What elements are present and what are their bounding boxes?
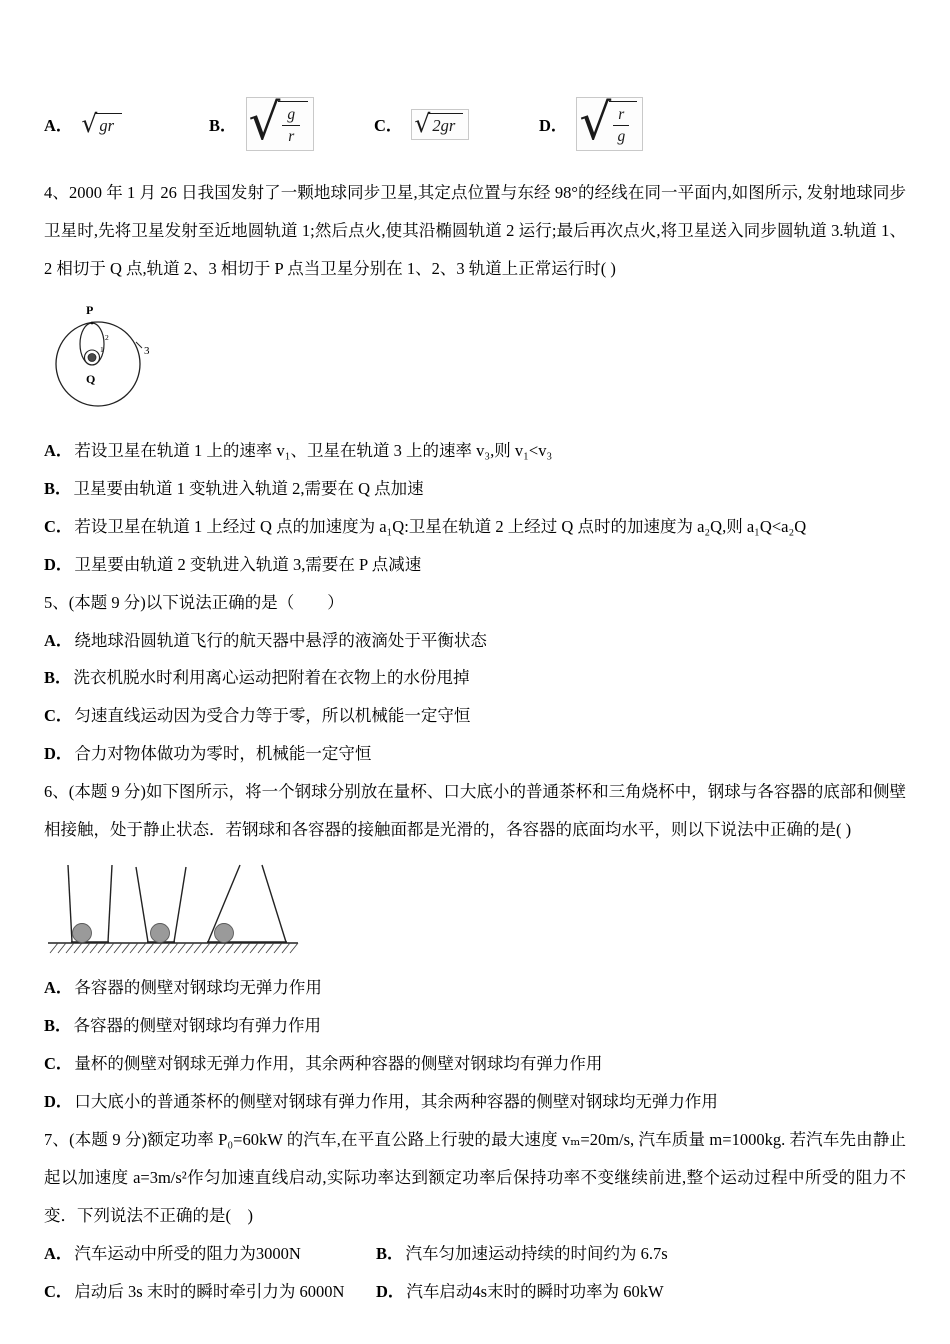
option-text: 若设卫星在轨道 1 上的速率 v₁、卫星在轨道 3 上的速率 v₃,则 v₁<v₃ [74, 440, 553, 460]
q4-option-d [44, 546, 906, 584]
radicand-fraction [609, 101, 637, 147]
question-5-stem: 5、(本题 9 分)以下说法正确的是（ ） [44, 592, 344, 612]
q5-option-b [44, 659, 906, 697]
question-7-options [44, 1235, 906, 1311]
formula-option-a [44, 108, 209, 138]
option-text: 若设卫星在轨道 1 上经过 Q 点的加速度为 a₁Q:卫星在轨道 2 上经过 Q 点时的加速度为 a₂Q,则 a₁Q<a₂Q [74, 516, 807, 536]
question-5-options [44, 622, 906, 774]
fraction-numerator: g [282, 105, 300, 126]
containers-diagram-figure [48, 857, 906, 959]
label-p: P [86, 302, 94, 317]
question-7-stem: 7、(本题 9 分)额定功率 P₀=60kW 的汽车,在平直公路上行驶的最大速度 vₘ=20m/s, 汽车质量 m=1000kg. 若汽车先由静止起以加速度 a=3m/s²作匀加速直线启动,实际功率达到额定功率后保持功率不变继续前进,整个运动过程中所受的阻力不变．下列说法不正确的是( ) [44, 1129, 906, 1225]
q6-option-c [44, 1045, 906, 1083]
label-orbit-2: 2 [105, 332, 109, 342]
question-4-stem: 4、2000 年 1 月 26 日我国发射了一颗地球同步卫星,其定点位置与东经 98°的经线在同一平面内,如图所示, 发射地球同步卫星时,先将卫星发射至近地圆轨道 1;然后点火,使其沿椭圆轨道 2 运行;最后再次点火,将卫星送入同步圆轨道 3.轨道 1、2 相切于 Q 点,轨道 2、3 相切于 P 点当卫星分别在 1、2、3 轨道上正常运行时( ) [44, 183, 906, 278]
radical-sign: √ [248, 93, 281, 151]
option-d-label: D． [539, 116, 568, 135]
radicand-2gr: 2gr [428, 113, 463, 136]
q6-option-b [44, 1007, 906, 1045]
option-text: 口大底小的普通茶杯的侧壁对钢球有弹力作用，其余两种容器的侧壁对钢球均无弹力作用 [74, 1091, 718, 1111]
option-text: 匀速直线运动因为受合力等于零，所以机械能一定守恒 [74, 706, 471, 726]
containers-diagram [48, 857, 300, 957]
earth-dot [88, 353, 96, 361]
ground-hatching [50, 943, 298, 953]
option-text: 量杯的侧壁对钢球无弹力作用，其余两种容器的侧壁对钢球均有弹力作用 [74, 1054, 603, 1073]
option-label: C． [44, 1054, 73, 1073]
q5-option-d [44, 735, 906, 773]
satellite-orbit-diagram [48, 294, 158, 420]
option-text: 各容器的侧壁对钢球均无弹力作用 [74, 978, 322, 998]
option-text: 卫星要由轨道 1 变轨进入轨道 2,需要在 Q 点加速 [73, 478, 424, 498]
option-label: C． [44, 706, 73, 726]
orbit-diagram-figure [48, 294, 906, 422]
steel-ball-2 [151, 924, 170, 943]
option-label: D． [376, 1281, 405, 1301]
option-label: A． [44, 1243, 73, 1263]
option-label: B． [44, 478, 72, 498]
q4-option-a [44, 432, 906, 470]
option-text: 汽车启动4s末时的瞬时功率为 60kW [406, 1281, 664, 1301]
option-a-label: A． [44, 116, 73, 135]
teacup [136, 867, 186, 943]
question-6-stem: 6、(本题 9 分)如下图所示，将一个钢球分别放在量杯、口大底小的普通茶杯和三角烧杯中，钢球与各容器的底部和侧壁相接触，处于静止状态．若钢球和各容器的接触面都是光滑的，各容器的底面均水平，则以下说法中正确的是( ) [44, 782, 906, 840]
q5-option-a [44, 622, 906, 660]
conical-flask [207, 865, 287, 943]
option-text: 汽车匀加速运动持续的时间约为 6.7s [405, 1243, 668, 1263]
formula-options-row [44, 92, 906, 156]
option-label: C． [44, 516, 73, 536]
formula-option-d [539, 93, 704, 151]
option-text: 卫星要由轨道 2 变轨进入轨道 3,需要在 P 点减速 [74, 554, 422, 574]
option-label: D． [44, 554, 73, 574]
radical-sign: √ [81, 108, 98, 138]
option-text: 合力对物体做功为零时，机械能一定守恒 [74, 744, 372, 764]
q5-option-c [44, 697, 906, 735]
option-label: B． [44, 668, 72, 688]
option-text: 各容器的侧壁对钢球均有弹力作用 [73, 1016, 322, 1036]
steel-ball-3 [215, 924, 234, 943]
point-p-dot [91, 321, 94, 324]
option-text: 绕地球沿圆轨道飞行的航天器中悬浮的液滴处于平衡状态 [74, 630, 487, 650]
option-text: 启动后 3s 末时的瞬时牵引力为 6000N [74, 1281, 345, 1301]
formula-option-b [209, 93, 374, 151]
option-label: A． [44, 630, 73, 650]
option-label: D． [44, 744, 73, 764]
orbit-3-circle [56, 322, 140, 406]
option-label: A． [44, 978, 73, 998]
radicand-fraction [278, 101, 308, 147]
sqrt-gr-formula [81, 108, 122, 138]
radicand-gr: gr [95, 113, 122, 136]
option-text: 洗衣机脱水时利用离心运动把附着在衣物上的水份甩掉 [73, 668, 470, 688]
option-label: B． [376, 1243, 404, 1263]
option-label: B． [44, 1016, 72, 1036]
label-q: Q [86, 371, 96, 386]
formula-option-c [374, 109, 539, 140]
fraction-numerator: r [613, 105, 629, 126]
measuring-cup [68, 865, 112, 943]
option-c-label: C． [374, 116, 403, 135]
option-label: A． [44, 440, 73, 460]
option-label: C． [44, 1281, 73, 1301]
q7-option-b [376, 1235, 906, 1273]
radical-sign: √ [414, 108, 431, 138]
fraction-r-over-g [613, 105, 629, 147]
fraction-denominator: g [617, 128, 626, 146]
fraction-g-over-r [282, 105, 300, 147]
option-text: 汽车运动中所受的阻力为3000N [74, 1243, 301, 1263]
steel-ball-1 [73, 924, 92, 943]
label-orbit-3: 3 [144, 344, 150, 357]
question-6-options [44, 969, 906, 1121]
q4-option-c [44, 508, 906, 546]
sqrt-2gr-formula [411, 109, 469, 140]
sqrt-r-over-g-formula [576, 93, 643, 151]
option-label: D． [44, 1091, 73, 1111]
q7-option-d [376, 1273, 906, 1311]
label-orbit-1: 1 [100, 344, 104, 354]
q4-option-b [44, 470, 906, 508]
q7-option-a [44, 1235, 376, 1273]
fraction-denominator: r [288, 128, 295, 146]
sqrt-g-over-r-formula [246, 93, 315, 151]
radical-sign: √ [579, 93, 612, 151]
option-b-label: B． [209, 116, 237, 135]
q6-option-d [44, 1083, 906, 1121]
q7-option-c [44, 1273, 376, 1311]
question-4-options [44, 432, 906, 584]
q6-option-a [44, 969, 906, 1007]
